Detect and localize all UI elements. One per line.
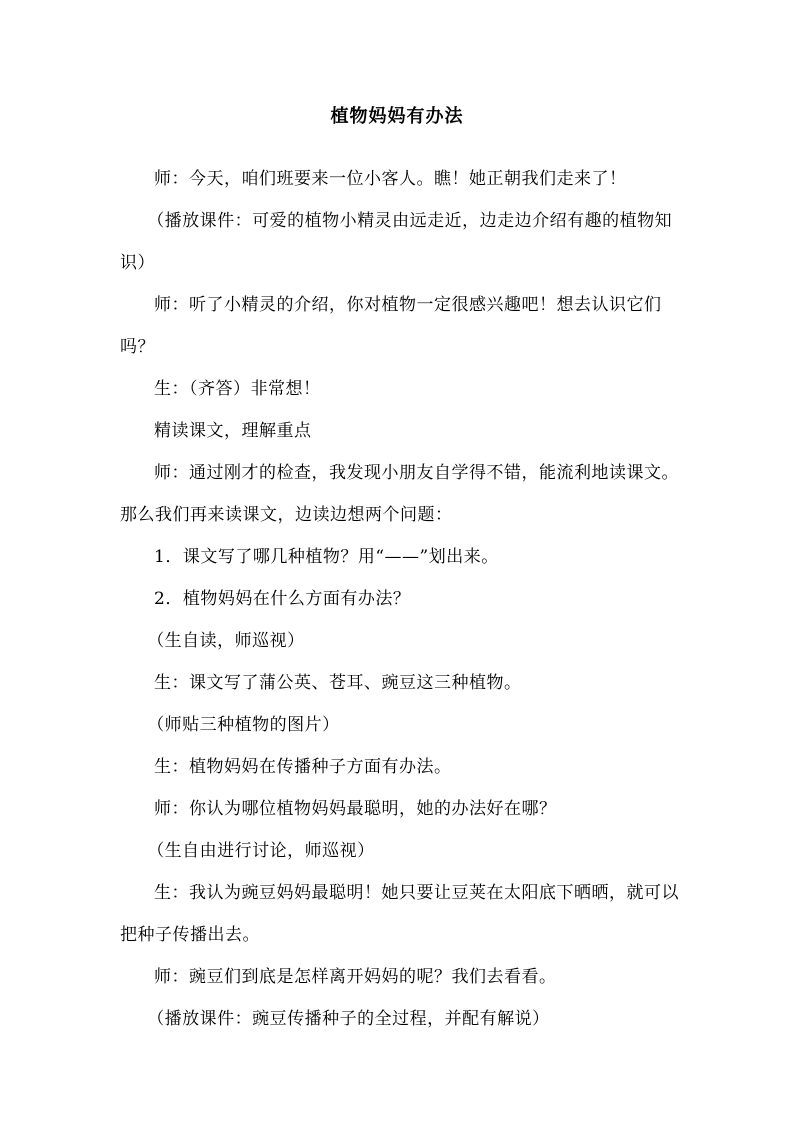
paragraph-teacher-question-3: 师：豌豆们到底是怎样离开妈妈的呢？我们去看看。: [154, 967, 557, 987]
paragraph-stage-direction-1: （生自读，师巡视）: [147, 631, 305, 651]
paragraph-teacher-intro: 师：今天，咱们班要来一位小客人。瞧！她正朝我们走来了！: [154, 169, 627, 189]
paragraph-stage-direction-3: （生自由进行讨论，师巡视）: [147, 841, 375, 861]
paragraph-student-answer-2: 生：课文写了蒲公英、苍耳、豌豆这三种植物。: [154, 673, 522, 693]
paragraph-student-answer-4: 生：我认为豌豆妈妈最聪明！她只要让豆荚在太阳底下晒晒，就可以把种子传播出去。: [120, 883, 679, 945]
paragraph-student-answer-1: 生：（齐答）非常想！: [154, 379, 321, 399]
document-body: [120, 158, 680, 1040]
paragraph-stage-direction-2: （师贴三种植物的图片）: [147, 715, 340, 735]
paragraph-teacher-question-2: 师：你认为哪位植物妈妈最聪明，她的办法好在哪？: [154, 799, 557, 819]
section-heading-close-reading: 精读课文，理解重点: [154, 421, 312, 441]
paragraph-teacher-question-1: 师：听了小精灵的介绍，你对植物一定很感兴趣吧！想去认识它们吗？: [120, 295, 662, 357]
paragraph-courseware-1: （播放课件：可爱的植物小精灵由远走近，边走边介绍有趣的植物知识）: [120, 211, 673, 273]
question-item-1: 1．课文写了哪几种植物？用“——”划出来。: [154, 547, 499, 567]
paragraph-student-answer-3: 生：植物妈妈在传播种子方面有办法。: [154, 757, 452, 777]
paragraph-teacher-instructions: 师：通过刚才的检查，我发现小朋友自学得不错，能流利地读课文。那么我们再来读课文，边读边想两个问题：: [120, 463, 679, 525]
question-item-2: 2．植物妈妈在什么方面有办法？: [154, 589, 411, 609]
paragraph-courseware-2: （播放课件：豌豆传播种子的全过程，并配有解说）: [147, 1009, 550, 1029]
document-title: 植物妈妈有办法: [330, 106, 464, 127]
